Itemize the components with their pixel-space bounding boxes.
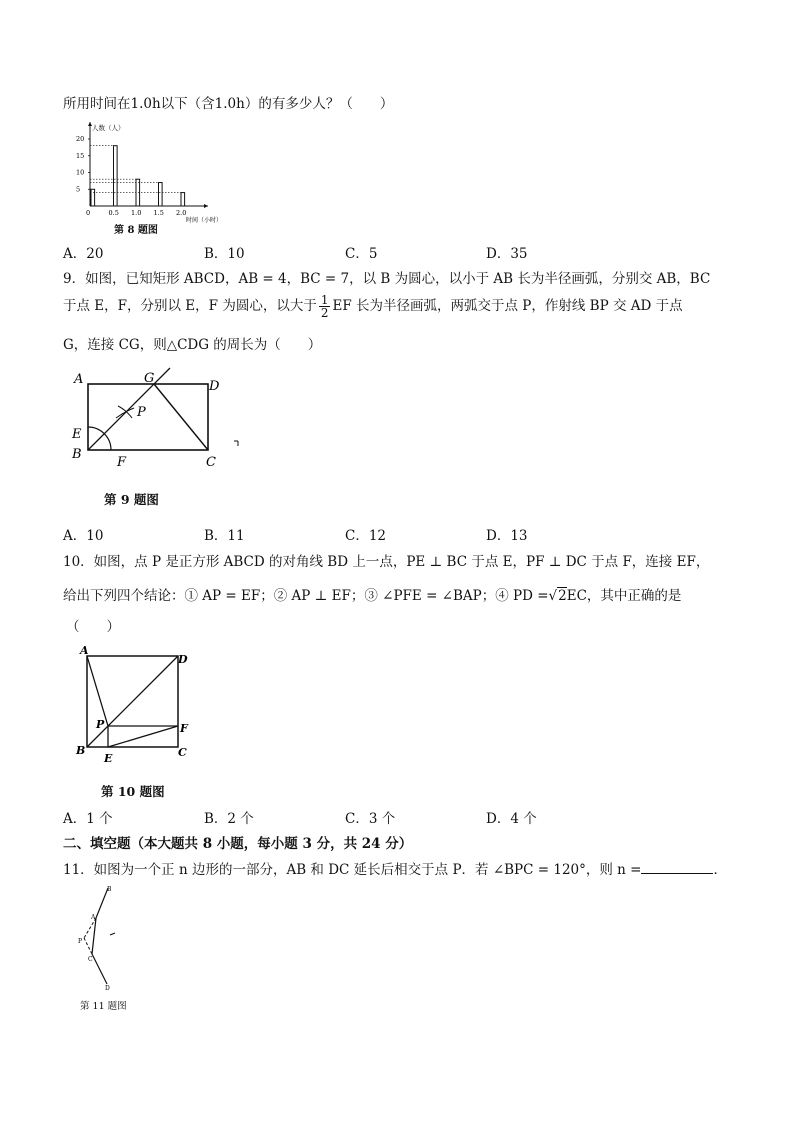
q11-figure bbox=[70, 882, 140, 992]
q10-line1: 10．如图，点 P 是正方形 ABCD 的对角线 BD 上一点，PE ⊥ BC 于点 E，PF ⊥ DC 于点 F，连接 EF， bbox=[63, 554, 710, 570]
histogram-bar bbox=[91, 189, 95, 206]
q11-label-p: P bbox=[78, 938, 83, 945]
q11-stem bbox=[63, 858, 727, 878]
q9-option-a: A．10 bbox=[63, 528, 104, 544]
q8-option-a: A．20 bbox=[63, 246, 104, 262]
q10-option-d: D．4 个 bbox=[486, 811, 537, 827]
q9-line2-part2: EF 长为半径画弧，两弧交于点 P，作射线 BP 交 AD 于点 bbox=[332, 298, 683, 314]
y-tick-label: 20 bbox=[76, 135, 85, 143]
histogram-bar bbox=[114, 146, 118, 206]
q10-option-b: B．2 个 bbox=[204, 811, 254, 827]
x-tick-label: 0 bbox=[86, 209, 91, 217]
y-tick-label: 15 bbox=[76, 151, 85, 160]
q10-figure bbox=[72, 642, 197, 768]
q9-label-c: C bbox=[206, 455, 216, 470]
q9-fraction bbox=[319, 294, 331, 319]
q10-caption: 第 10 题图 bbox=[101, 784, 165, 799]
x-tick-label: 1.5 bbox=[153, 209, 164, 217]
q8-option-b: B．10 bbox=[204, 246, 245, 262]
q9-figure bbox=[66, 366, 246, 472]
q10-label-b: B bbox=[76, 744, 86, 757]
section-2-title: 二、填空题（本大题共 8 小题，每小题 3 分，共 24 分） bbox=[63, 836, 413, 852]
q10-line3: （ ） bbox=[66, 619, 120, 635]
y-tick-label: 10 bbox=[76, 168, 85, 177]
y-axis-label: 人数（人） bbox=[92, 124, 125, 132]
q9-caption: 第 9 题图 bbox=[104, 492, 159, 507]
q10-sqrt-sign: √ bbox=[548, 588, 558, 604]
q9-line2-part1: 于点 E，F，分别以 E，F 为圆心，以大于 bbox=[63, 298, 317, 314]
q9-option-b: B．11 bbox=[204, 528, 245, 544]
q9-line1: 9．如图，已知矩形 ABCD，AB = 4，BC = 7，以 B 为圆心，以小于 AB 长为半径画弧，分别交 AB，BC bbox=[63, 271, 711, 287]
q10-option-c: C．3 个 bbox=[345, 811, 396, 827]
q9-line3: G，连接 CG，则△CDG 的周长为（ ） bbox=[63, 337, 322, 353]
q10-label-e: E bbox=[104, 752, 113, 765]
q9-label-e: E bbox=[72, 427, 82, 442]
q8-stem: 所用时间在1.0h以下（含1.0h）的有多少人？（ ） bbox=[63, 96, 394, 112]
x-tick-label: 2.0 bbox=[176, 209, 187, 217]
histogram-bar bbox=[159, 183, 163, 206]
q11-stem-end: ． bbox=[713, 862, 727, 878]
q10-line2-part1: 给出下列四个结论：① AP = EF；② AP ⊥ EF；③ ∠PFE = ∠BAP；④ PD = bbox=[63, 588, 549, 604]
x-tick-label: 1.0 bbox=[131, 209, 142, 217]
q8-option-d: D．35 bbox=[486, 246, 528, 262]
q9-line2 bbox=[63, 294, 683, 319]
q11-label-c: C bbox=[88, 956, 93, 963]
q9-label-p: P bbox=[137, 405, 146, 420]
q10-label-c: C bbox=[178, 746, 187, 759]
q9-label-a: A bbox=[74, 372, 84, 387]
q11-label-d: D bbox=[105, 985, 110, 992]
q11-label-b: B bbox=[107, 886, 112, 893]
q10-sqrt-arg: 2 bbox=[558, 588, 567, 604]
q9-label-d: D bbox=[209, 379, 220, 394]
q11-caption: 第 11 题图 bbox=[80, 1001, 127, 1012]
q9-label-b: B bbox=[72, 447, 82, 462]
q10-label-d: D bbox=[178, 653, 188, 666]
q10-line2 bbox=[63, 584, 681, 604]
x-axis-label: 时间（小时） bbox=[186, 217, 223, 224]
y-tick-label: 5 bbox=[76, 185, 81, 194]
histogram-bar bbox=[181, 193, 185, 206]
q10-label-a: A bbox=[80, 644, 89, 657]
q10-option-a: A．1 个 bbox=[63, 811, 113, 827]
q9-frac-num: 1 bbox=[320, 293, 329, 307]
q11-answer-blank bbox=[641, 861, 713, 874]
q9-label-g: G bbox=[144, 371, 155, 386]
q9-frac-den: 2 bbox=[320, 306, 329, 320]
q10-label-p: P bbox=[96, 718, 105, 731]
q10-line2-part2: EC，其中正确的是 bbox=[566, 588, 682, 604]
q11-stem-text: 11．如图为一个正 n 边形的一部分，AB 和 DC 延长后相交于点 P．若 ∠BPC = 120°，则 n = bbox=[63, 862, 642, 878]
q8-histogram bbox=[74, 118, 224, 224]
q10-label-f: F bbox=[180, 722, 188, 735]
q11-label-a: A bbox=[91, 914, 96, 921]
q9-option-c: C．12 bbox=[345, 528, 387, 544]
q8-caption: 第 8 题图 bbox=[114, 225, 158, 236]
q9-label-f: F bbox=[117, 455, 127, 470]
q9-option-d: D．13 bbox=[486, 528, 528, 544]
x-tick-label: 0.5 bbox=[108, 209, 119, 217]
x-axis-arrow bbox=[204, 204, 208, 208]
q8-option-c: C．5 bbox=[345, 246, 378, 262]
